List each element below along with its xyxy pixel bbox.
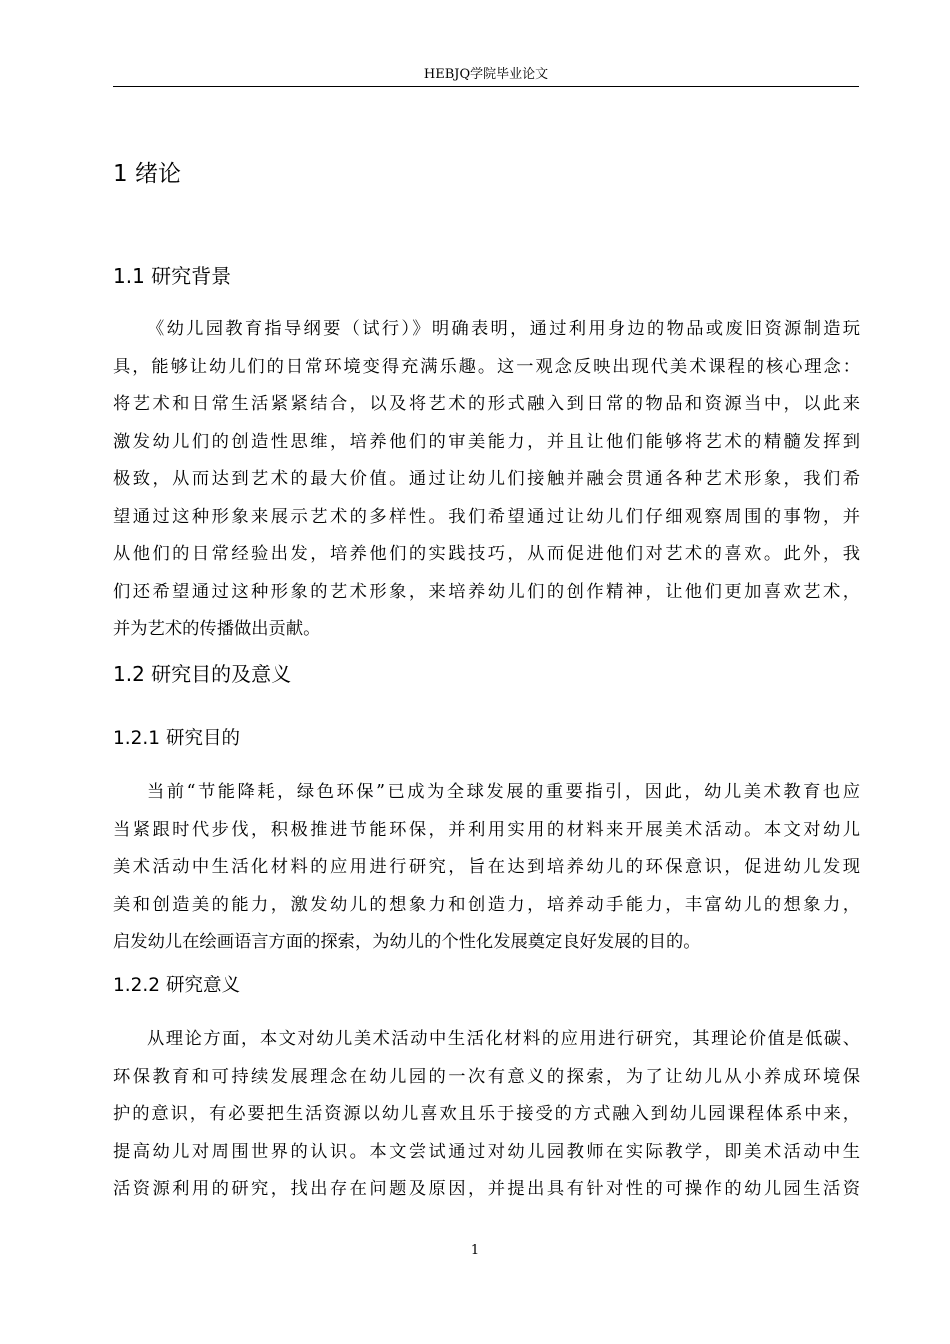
section-heading-1-2-1: 1.2.1 研究目的 xyxy=(113,728,240,749)
section-heading-1-1: 1.1 研究背景 xyxy=(113,264,232,288)
paragraph-line: 极致，从而达到艺术的最大价值。通过让幼儿们接触并融会贯通各种艺术形象，我们希 xyxy=(113,469,860,489)
paragraph-line: 美和创造美的能力，激发幼儿的想象力和创造力，培养动手能力，丰富幼儿的想象力， xyxy=(113,895,860,915)
paragraph-line: 《幼儿园教育指导纲要（试行）》明确表明，通过利用身边的物品或废旧资源制造玩 xyxy=(147,319,860,339)
section-heading-1-2-2: 1.2.2 研究意义 xyxy=(113,975,240,996)
paragraph-line: 美术活动中生活化材料的应用进行研究，旨在达到培养幼儿的环保意识，促进幼儿发现 xyxy=(113,857,860,877)
header-divider xyxy=(113,86,859,87)
paragraph-line: 并为艺术的传播做出贡献。 xyxy=(113,619,321,639)
paragraph-line: 当前“节能降耗，绿色环保”已成为全球发展的重要指引，因此，幼儿美术教育也应 xyxy=(147,782,860,802)
section-heading-1-2: 1.2 研究目的及意义 xyxy=(113,662,292,686)
paragraph-line: 们还希望通过这种形象的艺术形象，来培养幼儿们的创作精神，让他们更加喜欢艺术， xyxy=(113,582,860,602)
paragraph-line: 激发幼儿们的创造性思维，培养他们的审美能力，并且让他们能够将艺术的精髓发挥到 xyxy=(113,432,860,452)
paragraph-line: 具，能够让幼儿们的日常环境变得充满乐趣。这一观念反映出现代美术课程的核心理念： xyxy=(113,357,860,377)
paragraph-line: 望通过这种形象来展示艺术的多样性。我们希望通过让幼儿们仔细观察周围的事物，并 xyxy=(113,507,860,527)
paragraph-line: 从他们的日常经验出发，培养他们的实践技巧，从而促进他们对艺术的喜欢。此外，我 xyxy=(113,544,860,564)
paragraph-line: 将艺术和日常生活紧紧结合，以及将艺术的形式融入到日常的物品和资源当中，以此来 xyxy=(113,394,860,414)
paragraph-line: 环保教育和可持续发展理念在幼儿园的一次有意义的探索，为了让幼儿从小养成环境保 xyxy=(113,1067,860,1087)
paragraph-line: 活资源利用的研究，找出存在问题及原因，并提出具有针对性的可操作的幼儿园生活资 xyxy=(113,1179,860,1199)
paragraph-line: 从理论方面，本文对幼儿美术活动中生活化材料的应用进行研究，其理论价值是低碳、 xyxy=(147,1029,860,1049)
page-number: 1 xyxy=(470,1243,480,1258)
paragraph-line: 提高幼儿对周围世界的认识。本文尝试通过对幼儿园教师在实际教学，即美术活动中生 xyxy=(113,1142,860,1162)
chapter-title: 1 绪论 xyxy=(113,161,181,187)
paragraph-line: 护的意识，有必要把生活资源以幼儿喜欢且乐于接受的方式融入到幼儿园课程体系中来， xyxy=(113,1104,860,1124)
paragraph-line: 当紧跟时代步伐，积极推进节能环保，并利用实用的材料来开展美术活动。本文对幼儿 xyxy=(113,820,860,840)
paragraph-line: 启发幼儿在绘画语言方面的探索，为幼儿的个性化发展奠定良好发展的目的。 xyxy=(113,932,701,952)
running-header: HEBJQ学院毕业论文 xyxy=(423,67,549,82)
